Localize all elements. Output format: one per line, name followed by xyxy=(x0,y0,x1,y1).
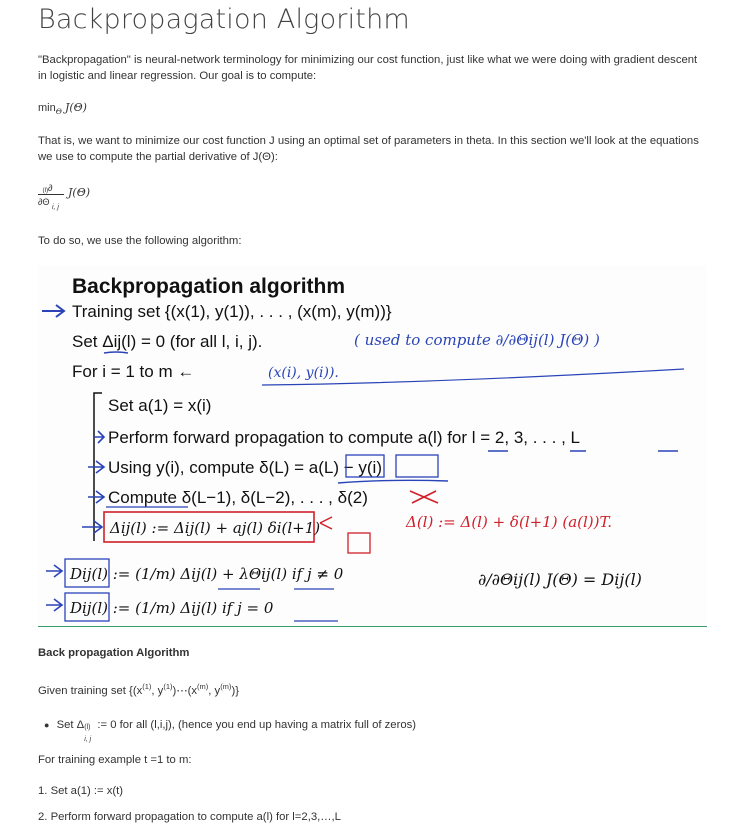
partial-numerator: ∂ xyxy=(48,183,53,193)
given-suffix: )} xyxy=(231,685,239,697)
partial-den-sub: i, j xyxy=(51,204,59,211)
bullet-sub: i, j xyxy=(84,736,92,743)
for-training-example: For training example t =1 to m: xyxy=(38,754,192,766)
slide-d-zero: Dij(l) := (1/m) Δij(l) if j = 0 xyxy=(70,599,274,617)
page-title: Backpropagation Algorithm xyxy=(38,4,410,35)
intro-paragraph: "Backpropagation" is neural-network terminology for minimizing our cost function, just like what we were doing with gradient descent in logistic and linear regression. Our goal is to compute: xyxy=(38,54,698,82)
small-box-mark xyxy=(348,533,370,553)
slide-heading: Backpropagation algorithm xyxy=(72,275,346,298)
bullet-dot: ● xyxy=(44,720,50,730)
slide-d-regular: Dij(l) := (1/m) Δij(l) + λΘij(l) if j ≠ 0 xyxy=(70,565,344,583)
given-y: , y xyxy=(151,685,164,697)
slide-compute-deltas: Compute δ(L−1), δ(L−2), . . . , δ(2) xyxy=(108,488,368,507)
arrow-icon xyxy=(94,431,104,443)
given-y2: , y xyxy=(208,685,221,697)
min-func: J(Θ) xyxy=(64,101,87,114)
slide-forward-prop: Perform forward propagation to compute a(l) for l = 2, 3, . . . , L xyxy=(108,428,580,447)
given-mid: )⋯(x xyxy=(172,685,197,697)
arrow-icon xyxy=(88,461,104,473)
arrow-icon xyxy=(88,491,104,503)
underline-mark xyxy=(338,480,448,483)
step-number: 1. xyxy=(38,785,48,797)
given-x1-sup: (1) xyxy=(142,682,152,692)
bullet-set-delta xyxy=(44,717,714,743)
step-text: Set a(1) := x(t) xyxy=(50,785,124,797)
partial-expression xyxy=(38,183,158,219)
list-item xyxy=(38,809,708,825)
slide-training-set: Training set {(x(1), y(1)), . . . , (x(m), y(m))} xyxy=(72,302,392,321)
partial-paragraph: That is, we want to minimize our cost function J using an optimal set of parameters in theta. In this section we'll look at the equations we use to compute the partial derivative of J(Θ): xyxy=(38,135,699,163)
fraction-bar xyxy=(38,194,64,195)
slide-for-loop: For i = 1 to m ← xyxy=(72,362,195,381)
backprop-slide-figure xyxy=(38,265,707,627)
arrow-icon xyxy=(82,521,102,533)
bullet-suffix: := 0 for all (l,i,j), (hence you end up having a matrix full of zeros) xyxy=(97,719,417,731)
slide-set-delta: Set Δij(l) = 0 (for all l, i, j). xyxy=(72,332,263,351)
min-op: min xyxy=(38,102,56,114)
slide-using-y: Using y(i), compute δ(L) = a(L) − y(i) xyxy=(108,458,382,477)
slide-result: ∂/∂Θij(l) J(Θ) = Dij(l) xyxy=(478,570,642,589)
step-text: Perform forward propagation to compute a(l) for l=2,3,…,L xyxy=(50,811,341,823)
note-used-to-compute: ( used to compute ∂/∂Θij(l) J(Θ) ) xyxy=(354,331,600,349)
cross-out-icon xyxy=(410,491,438,503)
partial-den-sup: (l) xyxy=(42,187,49,194)
slide-set-a: Set a(1) = x(i) xyxy=(108,396,212,415)
section-heading: Back propagation Algorithm xyxy=(38,647,190,659)
min-expression xyxy=(38,100,708,116)
list-item xyxy=(38,783,708,799)
arrow-icon xyxy=(46,565,62,577)
underline-mark xyxy=(104,352,128,353)
arrow-icon xyxy=(320,517,332,529)
min-sub: Θ xyxy=(55,107,62,117)
bullet-prefix: Set Δ xyxy=(56,719,85,731)
partial-denominator xyxy=(38,187,59,211)
arrow-icon xyxy=(46,599,62,611)
given-ym-sup: (m) xyxy=(220,682,232,692)
highlight-box xyxy=(396,455,438,477)
algorithm-intro: To do so, we use the following algorithm: xyxy=(38,235,242,247)
bullet-sup: (l) xyxy=(84,724,91,731)
given-training-set xyxy=(38,683,708,699)
note-xy: (x(i), y(i)). xyxy=(268,365,339,381)
partial-den-base: ∂Θ xyxy=(38,197,50,207)
partial-func: J(Θ) xyxy=(68,186,91,199)
given-xm-sup: (m) xyxy=(197,682,209,692)
arrow-icon xyxy=(42,305,64,317)
slide-accumulate: Δij(l) := Δij(l) + aj(l) δi(l+1) xyxy=(110,519,321,537)
given-y1-sup: (1) xyxy=(163,682,173,692)
given-prefix: Given training set {(x xyxy=(38,685,143,697)
step-number: 2. xyxy=(38,811,48,823)
note-vectorized: Δ(l) := Δ(l) + δ(l+1) (a(l))T. xyxy=(406,513,613,531)
